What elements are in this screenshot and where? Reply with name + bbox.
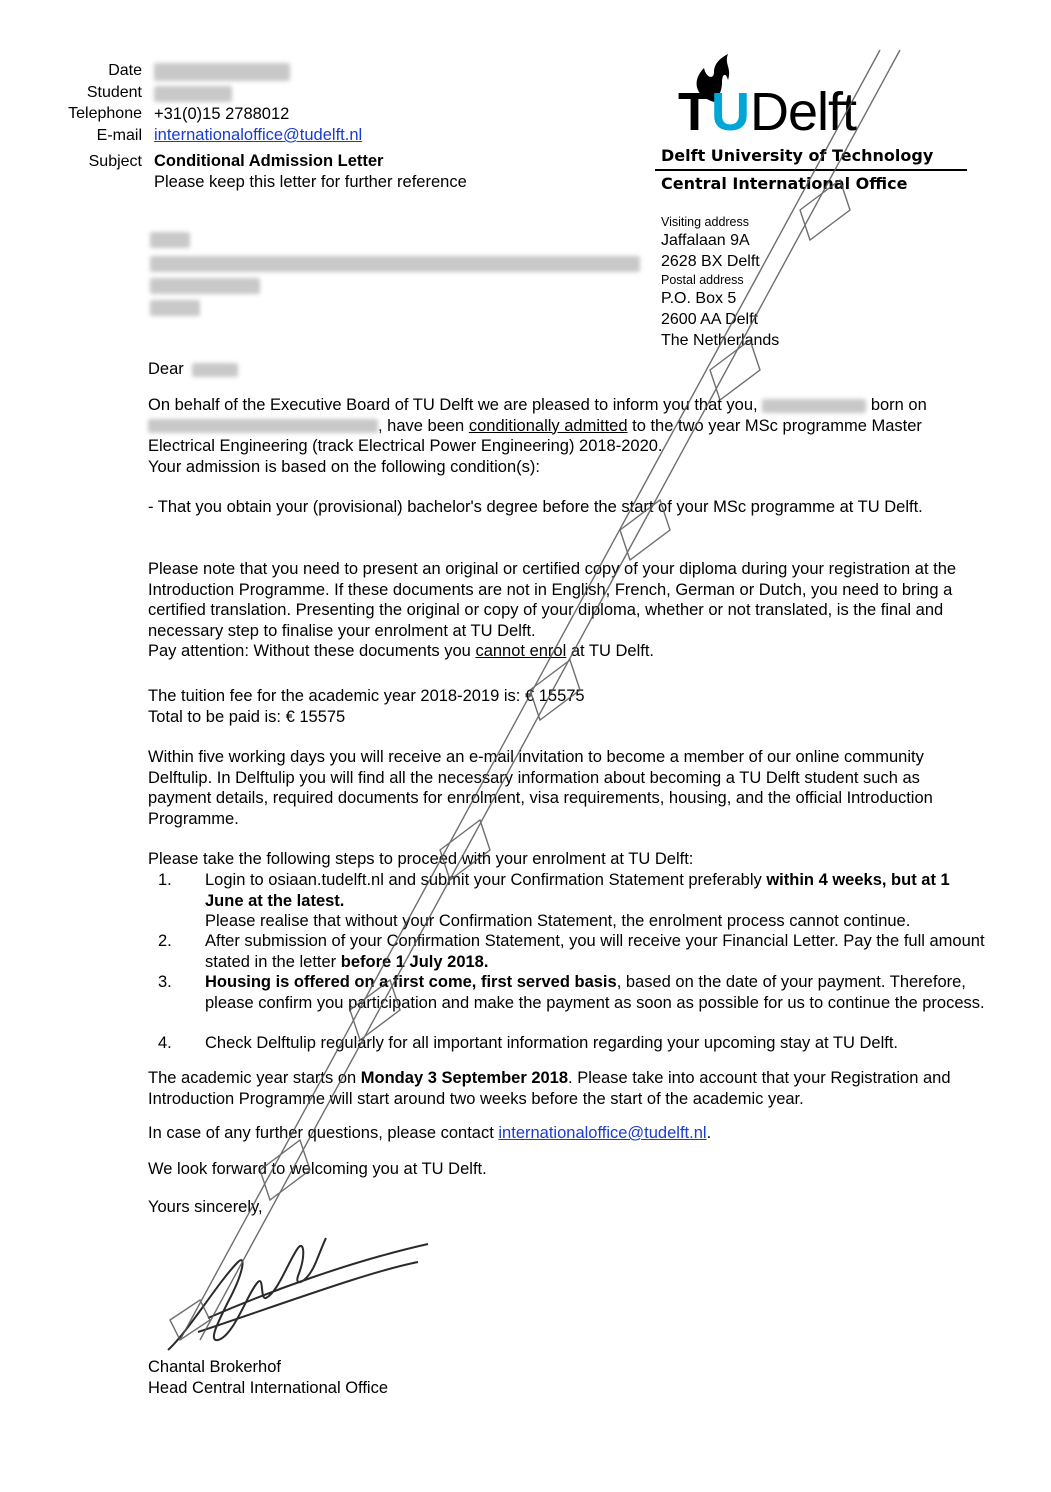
diploma-text: Please note that you need to present an original or certified copy of your diploma during your registration at the Introduction Programme. If these documents are not in English, French, German or Dutch, you need to bring a certified translation. Presenting the original or copy of your diploma, whether or not translated, is the final and necessary step to finalise your enrolment at TU Delft. (148, 560, 957, 640)
academic-year-text-a: The academic year starts on (148, 1069, 357, 1087)
telephone-label: Telephone (68, 105, 142, 122)
salutation-text: Dear (148, 360, 184, 378)
contact-paragraph (148, 1123, 983, 1144)
step-number: 1. (158, 871, 172, 889)
step-number: 3. (158, 973, 172, 991)
email-link-text[interactable]: internationaloffice@tudelft.nl (154, 126, 363, 144)
birthdate-redacted (148, 419, 378, 433)
subject-note: Please keep this letter for further reference (154, 173, 467, 191)
salutation (148, 359, 983, 380)
contact-text: In case of any further questions, please contact (148, 1124, 494, 1142)
step-number: 4. (158, 1034, 172, 1052)
total-paid-line: Total to be paid is: € 15575 (148, 707, 346, 726)
attention-text-a: Pay attention: Without these documents you (148, 642, 471, 660)
logo-wordmark (678, 82, 856, 142)
logo-u: U (711, 82, 750, 142)
delftulip-paragraph: Within five working days you will receive an e-mail invitation to become a member of our online community Delftulip. In Delftulip you will find all the necessary information about becoming a TU Delft student such as payment details, required documents for enrolment, visa requirements, housing, and the official Introduction Programme. (148, 748, 933, 828)
postal-address-line2: 2600 AA Delft (661, 311, 758, 328)
tuition-fee-line: The tuition fee for the academic year 2018-2019 is: € 15575 (148, 687, 585, 705)
student-label: Student (86, 84, 142, 101)
step-1-deadline: within 4 weeks, but at 1 June at the latest. (205, 871, 950, 910)
step-4-text: Check Delftulip regularly for all important information regarding your upcoming stay at TU Delft. (205, 1034, 898, 1052)
signer-title: Head Central International Office (148, 1378, 388, 1397)
address-block (661, 214, 779, 351)
signature-image (148, 1222, 448, 1372)
step-1-text-a: Login to osiaan.tudelft.nl and submit your Confirmation Statement preferably (205, 871, 762, 889)
tu-delft-logo (678, 52, 878, 142)
academic-year-text-b: . Please take into account that your Registration and Introduction Programme will start around two weeks before the start of the academic year. (148, 1069, 951, 1108)
cannot-enrol-text: cannot enrol (475, 642, 567, 660)
date-label: Date (108, 62, 142, 79)
step-2-deadline: before 1 July 2018. (340, 952, 489, 971)
contact-email-link[interactable]: internationaloffice@tudelft.nl (498, 1124, 707, 1142)
admission-text-d: to the two year MSc programme Master Electrical Engineering (track Electrical Power Engineering) 2018-2020. (148, 416, 922, 455)
logo-t: T (678, 82, 711, 142)
email-label: E-mail (96, 127, 142, 144)
step-3-housing: Housing is offered on a first come, first served basis (205, 973, 617, 991)
contact-period: . (706, 1124, 712, 1142)
admission-text-a: On behalf of the Executive Board of TU Delft we are pleased to inform you that you, (148, 396, 758, 414)
admission-text-b: born on (870, 396, 927, 414)
visiting-address-label: Visiting address (661, 215, 750, 229)
logo-tu (678, 82, 750, 142)
postal-address-line3: The Netherlands (661, 332, 780, 349)
step-number: 2. (158, 932, 172, 950)
email-link[interactable] (154, 126, 362, 145)
admission-paragraph (148, 395, 983, 477)
postal-address-label: Postal address (661, 273, 744, 287)
conditionally-admitted-text: conditionally admitted (468, 416, 628, 435)
visiting-address-line1: Jaffalaan 9A (661, 232, 750, 249)
step-2-text: After submission of your Confirmation Statement, you will receive your Financial Letter. Pay the full amount stated in the letter (205, 932, 985, 971)
welcome-paragraph: We look forward to welcoming you at TU Delft. (148, 1160, 487, 1178)
signer-block (148, 1357, 983, 1398)
university-name: Delft University of Technology (661, 146, 934, 165)
recipient-name-redacted (192, 363, 238, 377)
recipient-address-redacted (150, 232, 640, 316)
conditions-intro: Your admission is based on the following condition(s): (148, 457, 540, 476)
subject-value: Conditional Admission Letter (154, 152, 384, 170)
academic-year-paragraph (148, 1068, 983, 1109)
visiting-address-line2: 2628 BX Delft (661, 253, 760, 270)
closing: Yours sincerely, (148, 1198, 263, 1216)
postal-address-line1: P.O. Box 5 (661, 290, 737, 307)
date-value-redacted (154, 62, 290, 81)
fee-block (148, 686, 983, 727)
steps-intro: Please take the following steps to proceed with your enrolment at TU Delft: (148, 850, 694, 868)
step-3-text: , based on the date of your payment. Therefore, please confirm you participation and make the payment as soon as possible for us to continue the process. (205, 973, 985, 1012)
subject-label: Subject (88, 153, 142, 170)
signer-name: Chantal Brokerhof (148, 1358, 281, 1376)
admission-text-c: , have been (378, 416, 465, 435)
logo-delft: Delft (750, 82, 857, 142)
condition-item: - That you obtain your (provisional) bachelor's degree before the start of your MSc programme at TU Delft. (148, 498, 923, 516)
student-value-redacted (154, 84, 232, 103)
office-name: Central International Office (661, 174, 908, 193)
diploma-paragraph (148, 559, 983, 662)
student-name-redacted (762, 399, 866, 413)
steps-list (148, 870, 983, 1054)
step-1-text-b: Please realise that without your Confirmation Statement, the enrolment process cannot continue. (205, 912, 911, 930)
attention-text-b: at TU Delft. (570, 642, 655, 660)
telephone-value: +31(0)15 2788012 (154, 105, 290, 123)
header-rule (655, 169, 967, 171)
start-date: Monday 3 September 2018 (360, 1069, 569, 1087)
